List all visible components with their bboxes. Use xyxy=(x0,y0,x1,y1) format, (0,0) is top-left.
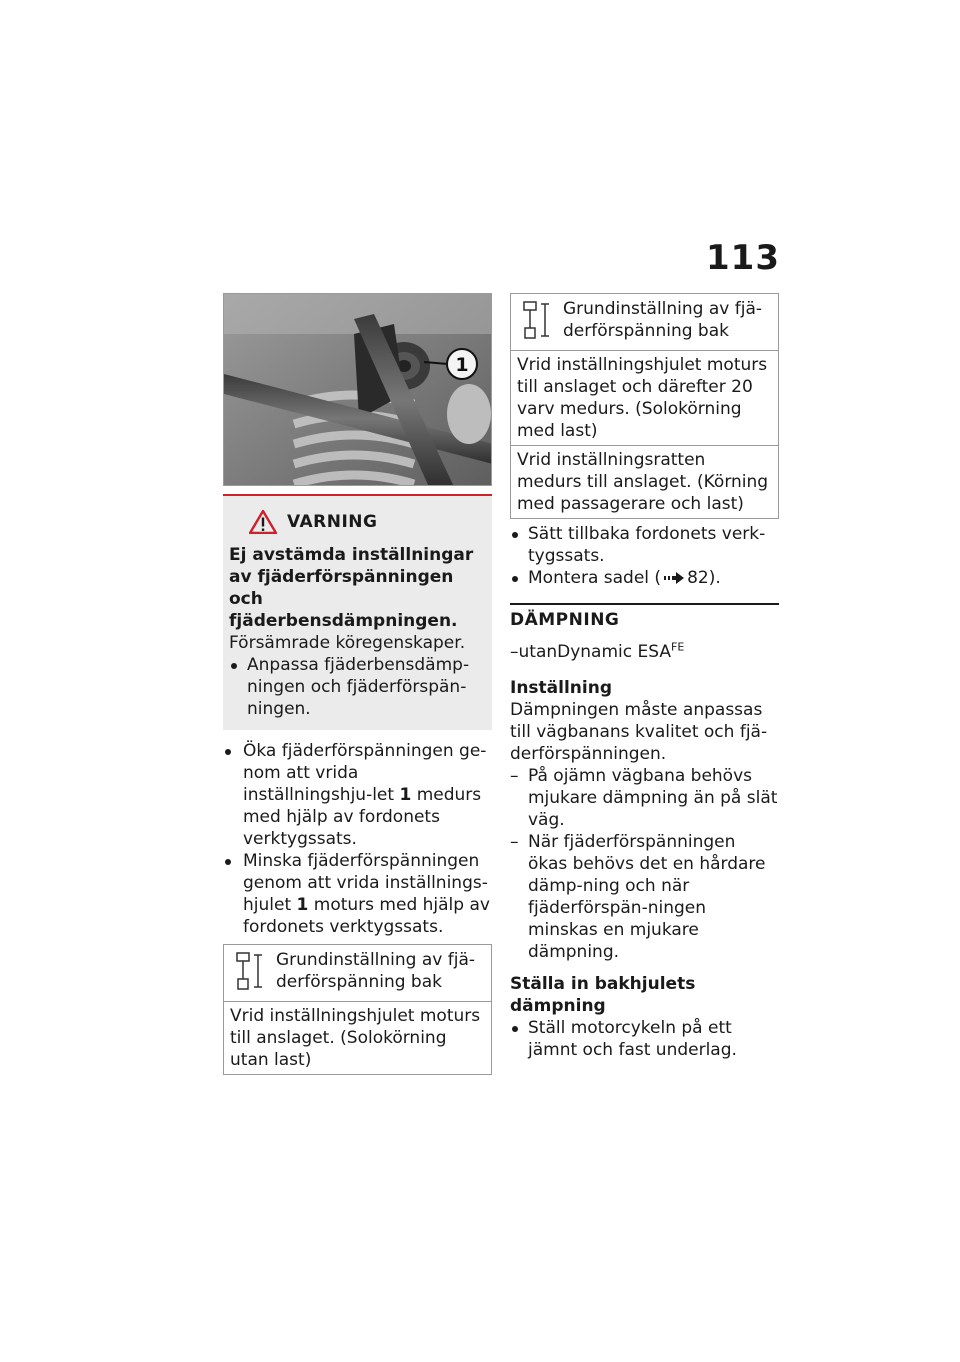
subsection-title: Inställning xyxy=(510,678,612,698)
page-number: 113 xyxy=(706,238,780,278)
section-subtitle: –utanDynamic $ESA^{FE}$ xyxy=(510,640,685,662)
box-heading: Grundinställning av fjä-derförspänning bak xyxy=(276,950,475,992)
base-setting-box-left xyxy=(223,944,492,1075)
warning-bullet: Anpassa fjäderbensdämp-ningen och fjäderförspän-ningen. xyxy=(229,654,484,720)
suspension-photo xyxy=(223,293,492,486)
installning-text: Dämpningen måste anpassas till vägbanans kvalitet och fjä-derförspänningen. xyxy=(510,700,768,764)
warning-text: Försämrade köregenskaper. xyxy=(229,633,466,653)
damping-section xyxy=(510,603,779,631)
list-item: Minska fjäderförspänningen genom att vrida inställnings-hjulet 1 moturs med hjälp av fordonets verktygssats. xyxy=(223,850,492,938)
box-heading: Grundinställning av fjä-derförspänning bak xyxy=(563,299,762,341)
box-row: Vrid inställningshjulet moturs till anslaget. (Solokörning utan last) xyxy=(230,1006,481,1070)
subsection-title: Ställa in bakhjulets dämpning xyxy=(510,974,696,1016)
box-row: Vrid inställningsratten medurs till anslaget. (Körning med passagerare och last) xyxy=(517,450,769,514)
list-item: Montera sadel ( 82). xyxy=(510,567,779,589)
list-item: Sätt tillbaka fordonets verk-tygssats. xyxy=(510,523,779,567)
base-setting-box-right xyxy=(510,293,779,519)
page-reference-arrow-icon xyxy=(664,572,684,584)
spring-adjuster-icon xyxy=(521,300,551,340)
photo-callout: 1 xyxy=(455,354,469,376)
right-column xyxy=(510,293,779,1061)
list-item: Öka fjäderförspänningen ge-nom att vrida inställningshju-let 1 medurs med hjälp av fordonets verktygssats. xyxy=(223,740,492,850)
finish-list xyxy=(510,523,779,589)
spring-adjuster-icon xyxy=(234,951,264,991)
warning-lead: Ej avstämda inställningar av fjäderförspänningen och fjäderbensdämpningen. xyxy=(229,545,474,631)
list-item: – På ojämn vägbana behövs mjukare dämpning än på slät väg. xyxy=(510,765,779,831)
warning-triangle-icon xyxy=(249,510,277,534)
left-column xyxy=(223,293,492,1075)
installning-block xyxy=(510,677,779,963)
damping-block xyxy=(510,973,779,1061)
box-row: Vrid inställningshjulet moturs till anslaget och därefter 20 varv medurs. (Solokörning med last) xyxy=(511,351,778,446)
adjust-list xyxy=(223,740,492,938)
page-reference[interactable]: 82 xyxy=(687,568,709,588)
warning-box xyxy=(223,494,492,730)
list-item: – När fjäderförspänningen ökas behövs det en hårdare dämp-ning och när fjäderförspän-ningen minskas en mjukare dämpning. xyxy=(510,831,779,963)
list-item: Ställ motorcykeln på ett jämnt och fast underlag. xyxy=(510,1017,779,1061)
warning-title: VARNING xyxy=(287,512,378,532)
section-title: DÄMPNING xyxy=(510,610,620,630)
suspension-illustration xyxy=(224,294,492,486)
